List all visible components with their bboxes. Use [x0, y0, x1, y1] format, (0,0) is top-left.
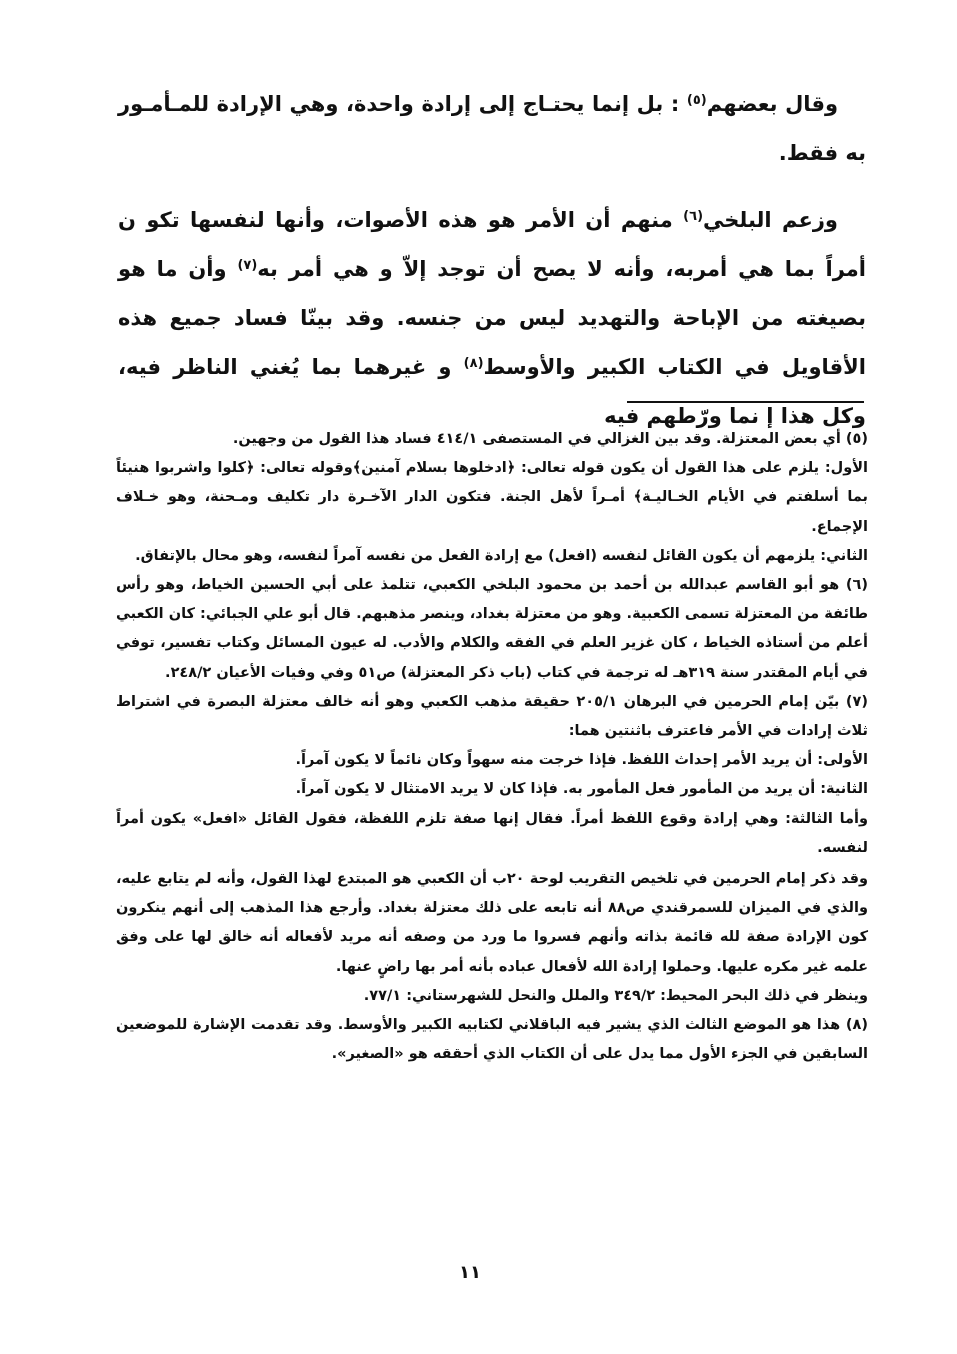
- paragraph-2-text-c: وأن ما هو بصيغته من الإباحة والتهديد ليس من جنسه. وقد بينّا فساد جميع هذه الأقاويل في الكتاب الكبير والأوسط: [118, 257, 866, 379]
- footnote-divider: [627, 401, 864, 403]
- footnote-7-third: وأما الثالثة: وهي إرادة وقوع اللفظ أمراً. فقال إنها صفة تلزم اللفظة، فقول القائل «افعل» يكون أمراً لنفسه.: [116, 810, 868, 856]
- paragraph-2-text-a: وزعم البلخي: [703, 208, 838, 232]
- footnote-7-extra: وقد ذكر إمام الحرمين في تلخيص التقريب لوحة ٢٠ب أن الكعبي هو المبتدع لهذا القول، وأنه لم يتابع عليه، والذي في الميزان للسمرقندي ص٨٨ أنه تابعه على ذلك معتزلة بغداد. وأرجع هذا المذهب إلى أنهم ينكرون كون الإرادة صفة لله قائمة بذاته وأنهم فسروا ما ورد من وصفه أنه مريد لأفعاله أنه خالق لها على وفق علمه غير مكره عليها. وحملوا إرادة الله لأفعال عباده بأنه أمر بها راضٍ عنها.: [116, 871, 868, 975]
- footnote-7-second: الثانية: أن يريد من المأمور فعل المأمور به. فإذا كان لا يريد الامتثال لا يكون آمراً.: [295, 781, 868, 798]
- paragraph-1: [118, 80, 866, 178]
- paragraph-1-text-b: : بل إنما يحتـاج إلى إرادة واحدة، وهي الإرادة للمـأمـور به فقط.: [118, 92, 866, 165]
- footnote-ref-7: (٧): [237, 257, 258, 273]
- footnotes: [116, 425, 868, 1069]
- footnote-ref-5: (٥): [686, 92, 707, 108]
- paragraph-2: [118, 196, 866, 441]
- footnote-7: (٧) بيّن إمام الحرمين في البرهان ٢٠٥/١ حقيقة مذهب الكعبي وهو أنه خالف معتزلة البصرة في اشتراط ثلاث إرادات في الأمر فاعترف باثنتين هما:: [116, 693, 868, 740]
- footnote-6: (٦) هو أبو القاسم عبدالله بن أحمد بن محمود البلخي الكعبي، تتلمذ على أبي الحسين الخياط، وهو رأس طائفة من المعتزلة تسمى الكعبية. وهو من معتزلة بغداد، وينصر مذهبهم. قال أبو علي الجبائي: كان الكعبي أعلم من أستاذه الخياط ، كان غزير العلم في الفقه والكلام والأدب. له عيون المسائل وكتاب تفسير، توفي في أيام المقتدر سنة ٣١٩هـ له ترجمة في كتاب (باب ذكر المعتزلة) ص٥١ وفي وفيات الأعيان ٢٤٨/٢.: [116, 577, 868, 681]
- footnote-7-see-also: وينظر في ذلك البحر المحيط: ٣٤٩/٢ والملل والنحل للشهرستاني: ٧٧/١.: [363, 987, 868, 1004]
- footnote-5: (٥) أي بعض المعتزلة. وقد بين الغزالي في المستصفى ٤١٤/١ فساد هذا القول من وجهين.: [232, 431, 868, 447]
- paragraph-2-text-b: منهم أن الأمر هو هذه الأصوات، وأنها لنفسها تكو ن أمراً بما هي أمربه، وأنه لا يصح أن توجد إلاّ و هي أمر به: [118, 208, 866, 281]
- footnote-7-first: الأولى: أن يريد الأمر إحداث اللفظ. فإذا خرجت منه سهواً وكان نائماً لا يكون آمراً.: [295, 752, 868, 769]
- footnote-ref-8: (٨): [463, 355, 484, 371]
- footnote-5-first: الأول: يلزم على هذا القول أن يكون قوله تعالى: ﴿ادخلوها بسلام آمنين﴾وقوله تعالى: ﴿كلوا واشربوا هنيئاً بما أسلفتم في الأيام الخـاليـة﴾ أمـراً لأهل الجنة. فتكون الدار الآخـرة دار تكليف ومـحنة، وهو خـلاف الإجماع.: [116, 460, 868, 535]
- footnote-5-second: الثاني: يلزمهم أن يكون القائل لنفسه (افعل) مع إرادة الفعل من نفسه آمراً لنفسه، وهو محال بالإتفاق.: [135, 547, 868, 564]
- main-text: [118, 80, 866, 441]
- page-number: ١١: [459, 1262, 481, 1283]
- footnote-8: (٨) هذا هو الموضع الثالث الذي يشير فيه الباقلاني لكتابيه الكبير والأوسط. وقد تقدمت الإشارة للموضعين السابقين في الجزء الأول مما يدل على أن الكتاب الذي أحققه هو «الصغير».: [116, 1017, 868, 1063]
- paragraph-2-text-d: و غيرهما بما يُغني الناظر فيه، وكل هذا إ نما ورّطهم فيه: [118, 355, 866, 428]
- footnote-ref-6: (٦): [683, 208, 704, 224]
- paragraph-1-text-a: وقال بعضهم: [706, 92, 839, 116]
